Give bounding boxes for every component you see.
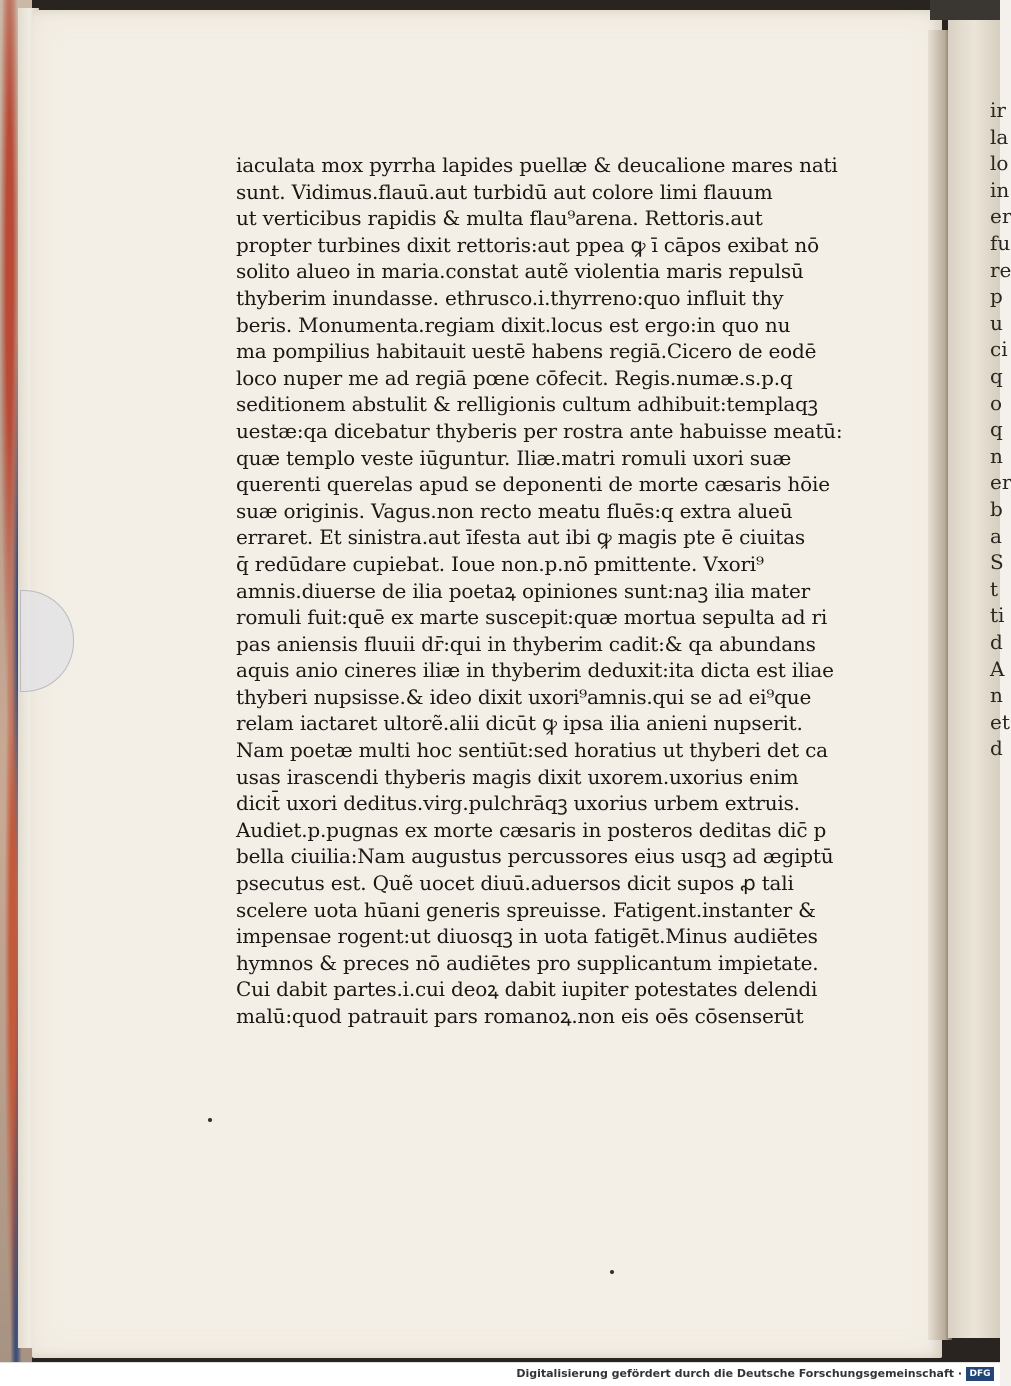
- text-line: impensae rogent:ut diuosqꝫ in uota fatigēt.Minus audiētes: [236, 924, 818, 949]
- printed-text-block: [236, 152, 843, 1030]
- facing-page-fragment: et: [990, 709, 1010, 734]
- text-line: psecutus est. Quẽ uocet diuū.aduersos dicit supos ꝓ tali: [236, 871, 794, 896]
- facing-page-fragment: lo: [990, 151, 1009, 176]
- text-line: thyberi nupsisse.& ideo dixit uxori⁹amnis.qui se ad ei⁹que: [236, 684, 812, 709]
- text-line: beris. Monumenta.regiam dixit.locus est ergo:in quo nu: [236, 312, 791, 337]
- facing-page-fragment: p: [990, 284, 1003, 309]
- text-line: pas aniensis fluuii dr̄:qui in thyberim cadit:& qa abundans: [236, 631, 816, 656]
- text-line: Cui dabit partes.i.cui deoꝝ dabit iupiter potestates delendi: [236, 977, 818, 1002]
- text-line: erraret. Et sinistra.aut īfesta aut ibi ꝙ magis pte ē ciuitas: [236, 525, 805, 550]
- facing-page-fragment: in: [990, 177, 1010, 202]
- text-line: suæ originis. Vagus.non recto meatu fluēs:q extra alueū: [236, 498, 793, 523]
- facing-page-fragment: S: [990, 550, 1004, 575]
- text-line: dicit̄ uxori deditus.virg.pulchrāqꝫ uxorius urbem extruis.: [236, 791, 800, 816]
- text-line: Nam poetæ multi hoc sentiūt:sed horatius ut thyberi det ca: [236, 738, 828, 763]
- ink-speck: [208, 1118, 212, 1122]
- text-line: seditionem abstulit & relligionis cultum adhibuit:templaqꝫ: [236, 392, 818, 417]
- facing-page-fragment: a: [990, 523, 1002, 548]
- facing-page-fragment: n: [990, 443, 1003, 468]
- facing-page-fragment: A: [990, 656, 1005, 681]
- text-line: sunt. Vidimus.flauū.aut turbidū aut colore limi flauum: [236, 179, 773, 204]
- facing-page-fragment: d: [990, 630, 1003, 654]
- facing-page-fragment: re: [990, 257, 1011, 282]
- text-line: Audiet.p.pugnas ex morte cæsaris in posteros deditas dic̄ p: [236, 817, 827, 842]
- text-line: thyberim inundasse. ethrusco.i.thyrreno:quo influit thy: [236, 285, 784, 310]
- text-line: querenti querelas apud se deponenti de morte cæsaris hōie: [236, 472, 830, 497]
- facing-page-fragment: u: [990, 310, 1003, 335]
- facing-page-fragment: ci: [990, 337, 1008, 362]
- facing-page-fragment: t: [990, 576, 999, 601]
- facing-page-fragment: n: [990, 683, 1003, 708]
- text-line: loco nuper me ad regiā pœne cōfecit. Regis.numæ.s.p.q: [236, 365, 793, 390]
- facing-page-fragment: ir: [990, 98, 1006, 122]
- text-line: hymnos & preces nō audiētes pro supplicantum impietate.: [236, 950, 819, 975]
- text-line: usas irascendi thyberis magis dixit uxorem.uxorius enim: [236, 764, 799, 789]
- text-line: amnis.diuerse de ilia poetaꝝ opiniones sunt:naꝫ ilia mater: [236, 578, 811, 603]
- text-line: scelere uota hūani generis spreuisse. Fatigent.instanter &: [236, 897, 816, 922]
- text-line: romuli fuit:quē ex marte suscepit:quæ mortua sepulta ad ri: [236, 605, 828, 630]
- facing-page-fragment: d: [990, 736, 1003, 761]
- facing-page-fragment: q: [990, 417, 1003, 442]
- text-line: solito alueo in maria.constat autẽ violentia maris repulsū: [236, 259, 804, 284]
- text-line: q̄ redūdare cupiebat. Ioue non.p.nō pmittente. Vxori⁹: [236, 551, 764, 576]
- ink-speck: [610, 1270, 614, 1274]
- text-line: relam iactaret ultorẽ.alii dicūt ꝙ ipsa ilia anieni nupserit.: [236, 711, 803, 736]
- binding-cover: [930, 0, 1000, 20]
- dfg-logo[interactable]: DFG: [966, 1367, 994, 1381]
- facing-page-fragment: b: [990, 497, 1003, 521]
- facing-page-fragment: o: [990, 390, 1003, 415]
- facing-page-fragment: ti: [990, 603, 1005, 628]
- text-line: propter turbines dixit rettoris:aut ppea ꝙ ī cāpos exibat nō: [236, 232, 819, 257]
- footer-credit: Digitalisierung gefördert durch die Deutsche Forschungsgemeinschaft ·: [516, 1367, 962, 1380]
- text-line: aquis anio cineres iliæ in thyberim deduxit:ita dicta est iliae: [236, 658, 834, 683]
- text-line: iaculata mox pyrrha lapides puellæ & deucalione mares nati: [236, 153, 838, 177]
- facing-page-fragment: er: [990, 204, 1011, 229]
- facing-page-fragment: fu: [990, 231, 1011, 255]
- text-line: bella ciuilia:Nam augustus percussores eius usqꝫ ad ægiptū: [236, 844, 834, 869]
- text-line: quæ templo veste iūguntur. Iliæ.matri romuli uxori suæ: [236, 445, 792, 470]
- text-line: ma pompilius habitauit uestē habens regiā.Cicero de eodē: [236, 339, 817, 364]
- facing-page-fragment: er: [990, 470, 1011, 495]
- text-line: ut verticibus rapidis & multa flau⁹arena. Rettoris.aut: [236, 206, 763, 231]
- text-line: uestæ:qa dicebatur thyberis per rostra ante habuisse meatū:: [236, 418, 843, 443]
- footer-bar: [0, 1362, 1000, 1386]
- facing-page-fragment: la: [990, 124, 1009, 149]
- facing-page-fragment: q: [990, 364, 1003, 388]
- text-line: malū:quod patrauit pars romanoꝝ.non eis oēs cōsenserūt: [236, 1004, 804, 1028]
